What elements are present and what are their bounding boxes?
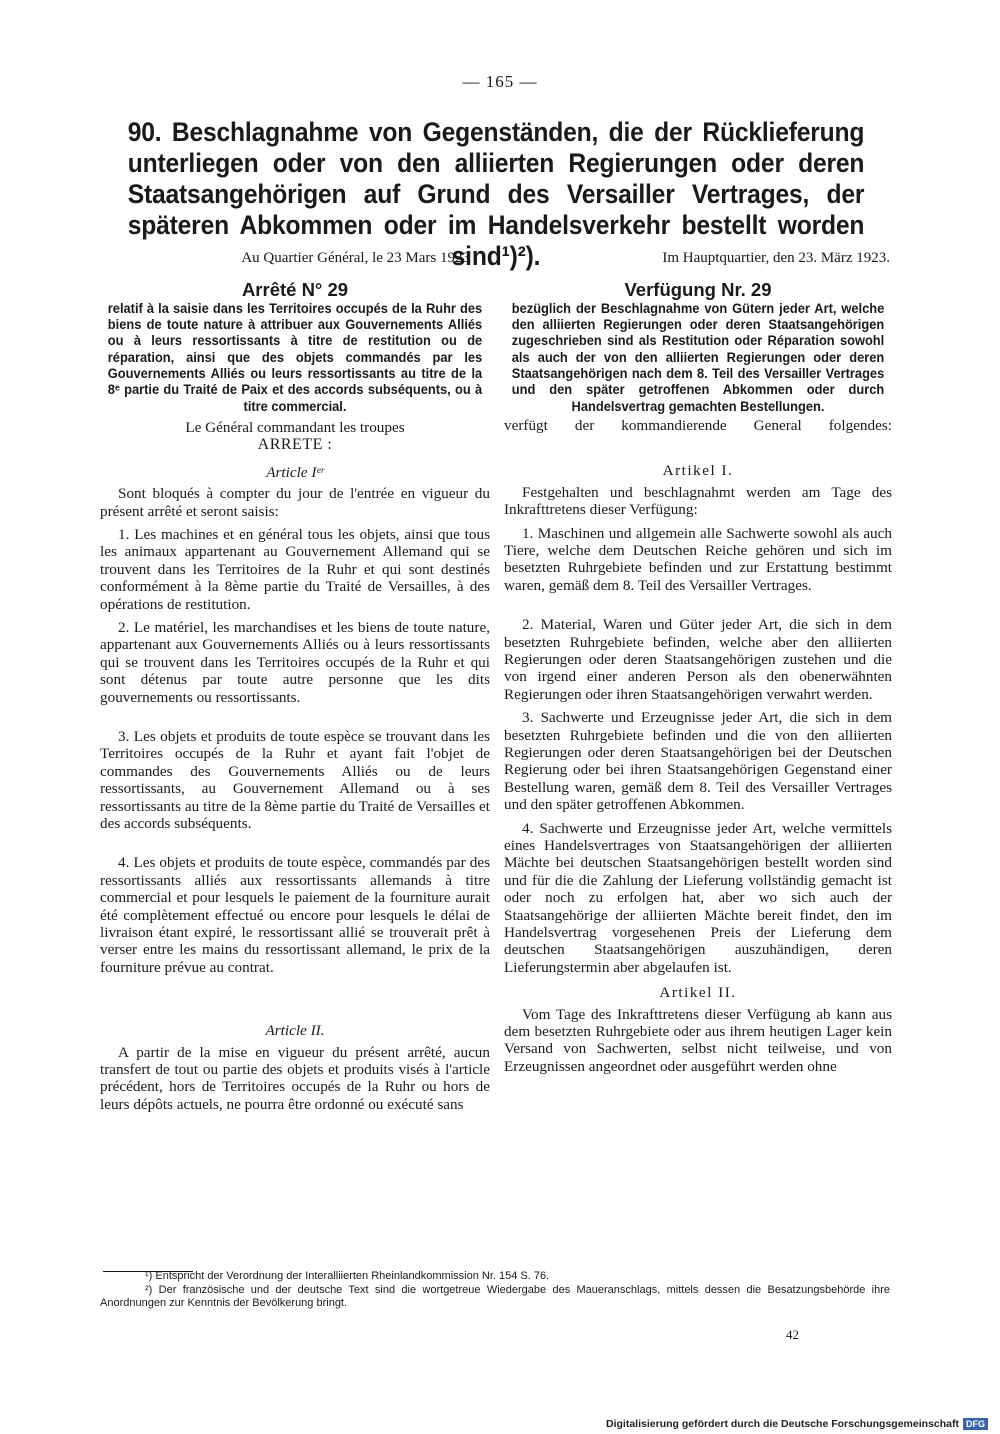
german-article1-intro: Festgehalten und beschlagnahmt werden am Tage des Inkrafttretens dieser Verfügung: xyxy=(504,483,892,519)
german-paragraph-5: Vom Tage des Inkrafttretens dieser Verfügung ab kann aus dem besetzten Ruhrgebiete oder aus ihrem heutigen Lager kein Versand von Sachwerten, selbst nicht teilweise, und von Erzeugnissen angeordnet oder ausgeführt werden ohne xyxy=(504,1005,892,1075)
dfg-credit-text: Digitalisierung gefördert durch die Deutsche Forschungsgemeinschaft xyxy=(606,1418,959,1430)
german-decree-subject: bezüglich der Beschlagnahme von Gütern jeder Art, welche den alliierten Regierungen oder deren Staatsangehörigen zugeschrieben sind als Restitution oder Réparation sowohl als auch der von den alliierten Regierungen oder deren Staatsangehörigen nach dem 8. Teil des Versailler Vertrages und den später getroffenen Abkommen oder durch Handelsvertrag gemachten Bestellungen. xyxy=(511,300,885,414)
french-decree-title: Arrêté N° 29 xyxy=(241,279,349,301)
german-dateline: Im Hauptquartier, den 23. März 1923. xyxy=(662,250,890,266)
french-article2-heading: Article II. xyxy=(265,1022,325,1040)
german-column xyxy=(504,250,892,1081)
german-paragraph-2: 2. Material, Waren und Güter jeder Art, die sich in dem besetzten Ruhrgebiete befinden, welche aber den alliierten Regierungen oder deren Staatsangehörigen zustehen und die von irgend einer anderen Person als den obenerwähnten Regierungen oder ihren Staatsangehörigen verwahrt werden. xyxy=(504,616,892,703)
german-decree-title: Verfügung Nr. 29 xyxy=(624,279,772,301)
footnote-2: ²) Der französische und der deutsche Text sind die wortgetreue Wiedergabe des Maueranschlags, mittels dessen die Besatzungsbehörde ihre Anordnungen zur Kenntnis der Bevölkerung bringt. xyxy=(100,1283,890,1309)
footnote-1: ¹) Entspricht der Verordnung der Interalliierten Rheinlandkommission Nr. 154 S. 76. xyxy=(145,1270,550,1282)
french-intro: Le Général commandant les troupes xyxy=(185,418,405,436)
dfg-credit xyxy=(606,1418,988,1430)
french-paragraph-5: A partir de la mise en vigueur du présent arrêté, aucun transfert de tout ou partie des objets et produits visés à l'article précédent, hors de Territoires occupés de la Ruhr ou hors de leurs dépôts actuels, ne pourra être ordonné ou exécuté sans xyxy=(100,1043,490,1113)
document-title: 90. Beschlagnahme von Gegenständen, die der Rücklieferung unterliegen oder von den alliierten Regierungen oder deren Staatsangehörigen auf Grund des Versailler Vertrages, der späteren Abkommen oder im Handelsverkehr bestellt worden sind¹)²). xyxy=(127,117,865,271)
footer-page-number: 42 xyxy=(786,1327,799,1342)
french-article1-heading: Article Iᵉʳ xyxy=(266,463,324,481)
german-article2-heading: Artikel II. xyxy=(659,984,737,1002)
french-article1-intro: Sont bloqués à compter du jour de l'entrée en vigueur du présent arrêté et seront saisis: xyxy=(100,485,490,520)
footnotes xyxy=(100,1270,890,1311)
dfg-logo-icon: DFG xyxy=(963,1418,988,1430)
german-paragraph-3: 3. Sachwerte und Erzeugnisse jeder Art, die sich in dem besetzten Ruhrgebiete befinden und die von den alliierten Regierungen oder deren Staatsangehörigen bei der Deutschen Regierung oder bei ihren Staatsangehörigen Gegenstand einer Bestellung waren, gemäß dem 8. Teil des Versailler Vertrages und den später getroffenen Abkommen. xyxy=(504,709,892,814)
german-paragraph-4: 4. Sachwerte und Erzeugnisse jeder Art, welche vermittels eines Handelsvertrages von Staatsangehörigen der alliierten Mächte bei deutschen Staatsangehörigen bestellt worden sind und für die die Zahlung der Lieferung vollständig gemacht ist oder noch zu erfolgen hat, aber wo sich auch der Staatsangehörige der alliierten Mächte bereit findet, den im Handelsvertrag vorgesehenen Preis der Lieferung dem deutschen Staatsangehörigen auszuhändigen, deren Lieferungstermin aber abgelaufen ist. xyxy=(504,819,892,976)
french-column xyxy=(100,250,490,1119)
french-paragraph-4: 4. Les objets et produits de toute espèce, commandés par des ressortissants alliés aux ressortissants allemands à titre commercial et pour lesquels le paiement de la fourniture aurait été complètement effectué ou encore pour lesquels le délai de livraison étant expiré, le ressortissant allié se trouverait prêt à verser entre les mains du ressortissant allemand, le prix de la fourniture prévue au contrat. xyxy=(100,854,490,976)
french-decree-subject: relatif à la saisie dans les Territoires occupés de la Ruhr des biens de toute nature à attribuer aux Gouvernements Alliés ou à leurs ressortissants à titre de restitution ou de réparation, ainsi que des objets commandés par les Gouvernements Alliés ou leurs ressortissants au titre de la 8ᵉ partie du Traité de Paix et des accords subséquents, ou à titre commercial. xyxy=(107,300,483,414)
german-intro: verfügt der kommandierende General folgendes: xyxy=(504,416,892,434)
french-dateline: Au Quartier Général, le 23 Mars 1923 xyxy=(241,250,470,266)
french-arrete: ARRETE : xyxy=(257,436,333,454)
french-paragraph-1: 1. Les machines et en général tous les objets, ainsi que tous les animaux appartenant au Gouvernement Allemand qui se trouvent dans les Territoires de la Ruhr et qui sont destinés conformément à la 8ème partie du Traité de Versailles, à des opérations de restitution. xyxy=(100,525,490,613)
german-paragraph-1: 1. Maschinen und allgemein alle Sachwerte sowohl als auch Tiere, welche dem Deutschen Reiche gehören und sich im besetzten Ruhrgebiete befinden und zur Erstattung bestimmt waren, gemäß dem 8. Teil des Versailler Vertrages. xyxy=(504,524,892,594)
page-number: — 165 — xyxy=(462,72,538,91)
french-paragraph-2: 2. Le matériel, les marchandises et les biens de toute nature, appartenant aux Gouvernements Alliés ou à leurs ressortissants qui se trouvent dans les Territoires occupés de la Ruhr et qui sont détenus par toute autre personne que les dits gouvernements ou ressortissants. xyxy=(100,618,490,706)
french-paragraph-3: 3. Les objets et produits de toute espèce se trouvant dans les Territoires occupés de la Ruhr et ayant fait l'objet de commandes des Gouvernements Alliés ou de leurs ressortissants, au Gouvernement Allemand ou à ses ressortissants au titre de la 8ème partie du Traité de Versailles et des accords subséquents. xyxy=(100,727,490,833)
german-article1-heading: Artikel I. xyxy=(662,462,734,480)
